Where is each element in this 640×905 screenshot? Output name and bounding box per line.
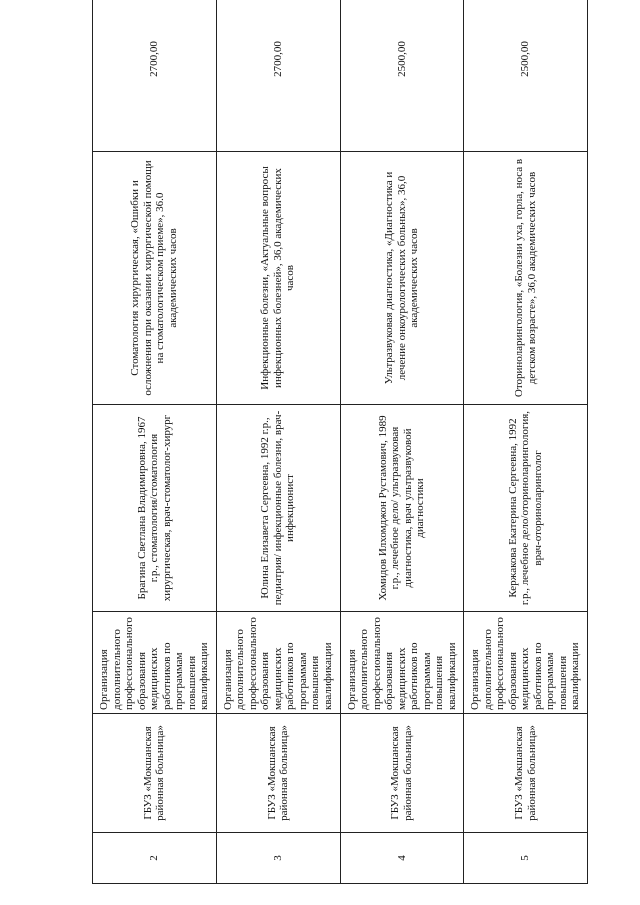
row-number: 2: [93, 833, 217, 884]
row-number: 5: [464, 833, 588, 884]
table-row: [216, 0, 340, 884]
training-table: [92, 0, 588, 884]
employee-cell: Брагина Светлана Владимировна, 1967 г.р., стоматология/стоматология хирургическая, врач-стоматолог-хирург: [93, 405, 217, 612]
amount-cell: 2700,00: [216, 0, 340, 152]
activity-cell: Организация дополнительного профессионального образования медицинских работников по программам повышения квалификации: [216, 612, 340, 714]
amount-cell: 2500,00: [464, 0, 588, 152]
employee-cell: Кержакова Екатерина Сергеевна, 1992 г.р., лечебное дело/оториноларингология, врач-оториноларинголог: [464, 405, 588, 612]
table-row: [464, 0, 588, 884]
specialty-cell: Оториноларингология, «Болезни уха, горла, носа в детском возрасте», 36,0 академических часов: [464, 152, 588, 405]
amount-cell: 2500,00: [340, 0, 464, 152]
activity-cell: Организация дополнительного профессионального образования медицинских работников по программам повышения квалификации: [464, 612, 588, 714]
organization-cell: ГБУЗ «Мокшанская районная больница»: [340, 714, 464, 833]
specialty-cell: Ультразвуковая диагностика, «Диагностика и лечение онкоурологических больных», 36,0 академических часов: [340, 152, 464, 405]
organization-cell: ГБУЗ «Мокшанская районная больница»: [464, 714, 588, 833]
specialty-cell: Инфекционные болезни, «Актуальные вопросы инфекционных болезней», 36,0 академических часов: [216, 152, 340, 405]
employee-cell: Юлина Елизавета Сергеевна, 1992 г.р., педиатрия/ инфекционные болезни, врач-инфекционист: [216, 405, 340, 612]
amount-cell: 2700,00: [93, 0, 217, 152]
row-number: 4: [340, 833, 464, 884]
table-row: [93, 0, 217, 884]
activity-cell: Организация дополнительного профессионального образования медицинских работников по программам повышения квалификации: [340, 612, 464, 714]
employee-cell: Хомидов Илхомджон Рустамович, 1989 г.р., лечебное дело/ ультразвуковая диагностика, врач ультразвуковой диагностики: [340, 405, 464, 612]
specialty-cell: Стоматология хирургическая, «Ошибки и осложнения при оказании хирургической помощи на стоматологическом приеме», 36.0 академических часов: [93, 152, 217, 405]
organization-cell: ГБУЗ «Мокшанская районная больница»: [216, 714, 340, 833]
table-row: [340, 0, 464, 884]
row-number: 3: [216, 833, 340, 884]
activity-cell: Организация дополнительного профессионального образования медицинских работников по программам повышения квалификации: [93, 612, 217, 714]
rotated-table-wrapper: [92, 20, 588, 884]
organization-cell: ГБУЗ «Мокшанская районная больница»: [93, 714, 217, 833]
